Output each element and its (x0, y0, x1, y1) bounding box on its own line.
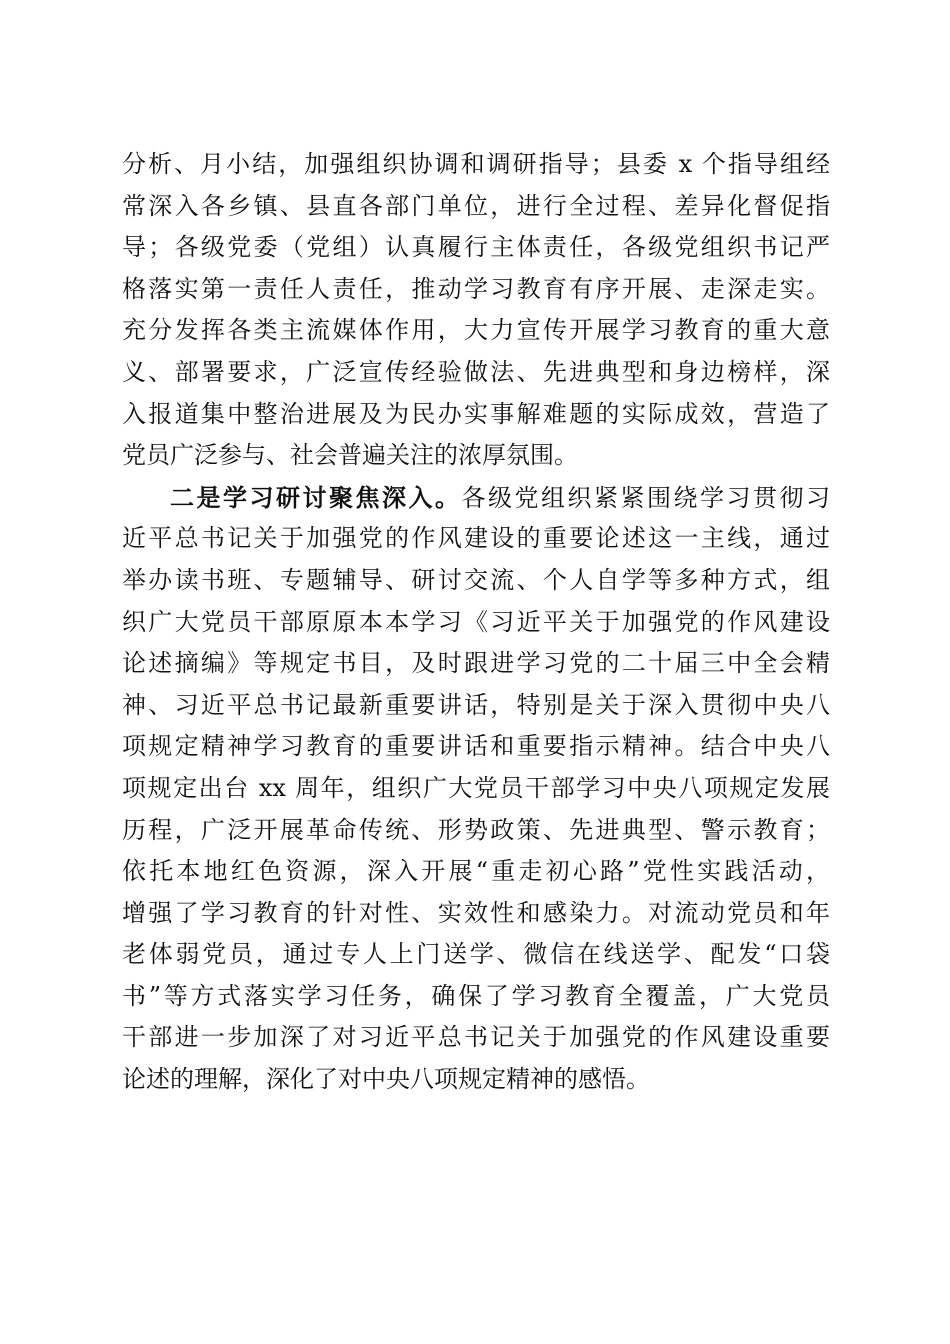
text-fragment: 各级党组织紧紧围绕学习贯彻习 (461, 483, 830, 512)
text-line: 织广大党员干部原原本本学习《习近平关于加强党的作风建设 (122, 607, 830, 636)
text-line: 分析、月小结，加强组织协调和调研指导；县委 x 个指导组经 (122, 150, 830, 178)
text-line: 历程，广泛开展革命传统、形势政策、先进典型、警示教育； (122, 815, 830, 844)
text-line-first (122, 477, 830, 519)
text-line: 论述摘编》等规定书目，及时跟进学习党的二十届三中全会精 (122, 649, 830, 678)
text-line: 充分发挥各类主流媒体作用，大力宣传开展学习教育的重大意 (122, 316, 830, 345)
text-line: 干部进一步加深了对习近平总书记关于加强党的作风建设重要 (122, 1023, 830, 1052)
paragraph-study-discussion (122, 477, 830, 1101)
text-line: 书”等方式落实学习任务，确保了学习教育全覆盖，广大党员 (122, 981, 830, 1010)
text-line: 老体弱党员，通过专人上门送学、微信在线送学、配发“口袋 (122, 940, 830, 969)
text-line: 项规定精神学习教育的重要讲话和重要指示精神。结合中央八 (122, 732, 830, 761)
text-line: 神、习近平总书记最新重要讲话，特别是关于深入贯彻中央八 (122, 690, 830, 719)
text-line: 近平总书记关于加强党的作风建设的重要论述这一主线，通过 (122, 524, 830, 553)
text-line: 依托本地红色资源，深入开展“重走初心路”党性实践活动， (122, 857, 830, 886)
text-line: 常深入各乡镇、县直各部门单位，进行全过程、差异化督促指 (122, 191, 830, 220)
paragraph-supervision-publicity (122, 144, 830, 477)
text-line: 论述的理解，深化了对中央八项规定精神的感悟。 (122, 1065, 650, 1094)
text-line: 入报道集中整治进展及为民办实事解难题的实际成效，营造了 (122, 399, 830, 428)
text-line: 增强了学习教育的针对性、实效性和感染力。对流动党员和年 (122, 898, 830, 927)
paragraph-heading: 二是学习研讨聚焦深入。 (170, 482, 462, 512)
text-line: 党员广泛参与、社会普遍关注的浓厚氛围。 (122, 441, 578, 470)
text-line: 导；各级党委（党组）认真履行主体责任，各级党组织书记严 (122, 233, 830, 262)
text-line: 义、部署要求，广泛宣传经验做法、先进典型和身边榜样，深 (122, 357, 830, 386)
text-line: 举办读书班、专题辅导、研讨交流、个人自学等多种方式，组 (122, 565, 830, 594)
document-body (122, 144, 830, 1101)
text-line: 格落实第一责任人责任，推动学习教育有序开展、走深走实。 (122, 274, 830, 303)
text-line: 项规定出台 xx 周年，组织广大党员干部学习中央八项规定发展 (122, 773, 830, 802)
